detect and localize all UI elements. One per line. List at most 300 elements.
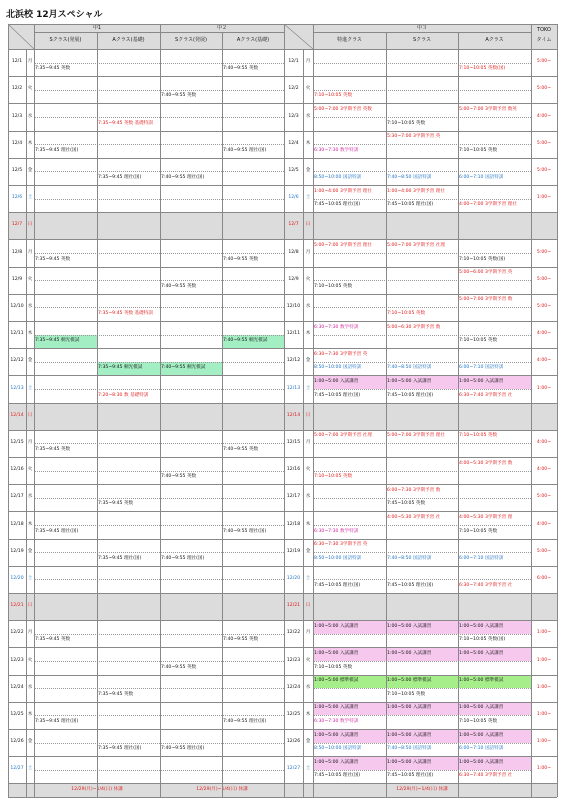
schedule-entry: 7:10~10:05 英数 xyxy=(314,474,353,480)
weekday-cell: 月 xyxy=(27,59,33,65)
date-cell-jh3: 12/2 xyxy=(288,86,299,92)
weekday-cell: 土 xyxy=(27,766,33,772)
row-divider xyxy=(313,144,531,145)
weekday-cell-jh3: 土 xyxy=(305,576,311,582)
schedule-entry: 7:45~10:05 理社(国) xyxy=(314,582,361,588)
weekday-cell-jh3: 木 xyxy=(305,140,311,146)
date-cell-jh3: 12/20 xyxy=(286,576,301,582)
date-cell: 12/21 xyxy=(10,603,24,609)
class-header: Aクラス(基礎) xyxy=(236,37,270,43)
schedule-entry: 7:45~10:05 理社(国) xyxy=(314,773,361,779)
column-line xyxy=(458,32,459,797)
row-divider xyxy=(313,389,531,390)
weekday-cell: 火 xyxy=(27,467,33,473)
weekday-cell: 月 xyxy=(27,249,33,255)
schedule-entry: 6:00~7:10 国語特訓 xyxy=(459,555,504,561)
weekday-cell: 日 xyxy=(27,222,33,228)
toko-time: 4:00~ xyxy=(536,331,552,337)
row-divider xyxy=(313,743,531,744)
schedule-entry: 7:40~9:55 理社(国) xyxy=(161,174,205,180)
toko-time: 5:00~ xyxy=(536,140,552,146)
weekday-cell-jh3: 土 xyxy=(305,385,311,391)
schedule-entry: 6:30~7:40 3学期予習 社 xyxy=(459,773,513,779)
schedule-entry: 4:00~5:30 3学期予習 数 xyxy=(459,460,513,466)
schedule-entry: 7:40~9:55 桐光模試 xyxy=(222,335,284,349)
row-divider xyxy=(313,253,531,254)
schedule-entry: 1:00~4:00 3学期予習 理社 xyxy=(314,188,372,194)
weekday-cell-jh3: 木 xyxy=(305,521,311,527)
weekday-cell: 火 xyxy=(27,86,33,92)
weekday-cell: 金 xyxy=(27,739,33,745)
schedule-entry: 7:40~8:50 国語特訓 xyxy=(387,174,432,180)
schedule-entry: 7:35~9:45 英数 xyxy=(98,691,134,697)
table-bottom-line xyxy=(8,797,557,798)
schedule-entry: 5:00~7:00 3学期予習 社理 xyxy=(387,242,445,248)
schedule-entry: 5:00~7:00 3学期予習 英数 xyxy=(314,106,372,112)
weekday-cell: 木 xyxy=(27,521,33,527)
column-line xyxy=(8,24,9,797)
row-divider xyxy=(34,743,284,744)
row-line xyxy=(8,103,557,104)
group-header-jh3: 中３ xyxy=(416,25,427,31)
date-cell: 12/9 xyxy=(11,276,23,282)
schedule-entry: 1:00~5:00 入試講習 xyxy=(313,756,386,770)
row-divider xyxy=(34,688,284,689)
weekday-cell-jh3: 火 xyxy=(305,467,311,473)
toko-time: 5:00~ xyxy=(536,168,552,174)
date-cell-jh3: 12/8 xyxy=(288,249,299,255)
schedule-entry: 1:00~5:00 入試講習 xyxy=(313,729,386,743)
schedule-entry: 8:50~10:00 国語特訓 xyxy=(314,746,362,752)
date-cell: 12/4 xyxy=(11,140,23,146)
schedule-entry: 7:10~10:05 英数 xyxy=(387,120,426,126)
schedule-entry: 7:45~10:05 理社(国) xyxy=(387,202,434,208)
schedule-entry: 5:30~7:00 3学期予習 英 xyxy=(387,134,441,140)
toko-time: 1:00~ xyxy=(536,630,552,636)
row-divider xyxy=(34,498,284,499)
row-divider xyxy=(313,579,531,580)
closure-note: 12/29(月)~1/4(日) 休講 xyxy=(313,783,531,797)
schedule-entry: 7:10~10:05 英数 xyxy=(387,310,426,316)
weekday-cell: 土 xyxy=(27,576,33,582)
row-divider xyxy=(34,552,284,553)
toko-time: 5:00~ xyxy=(536,276,552,282)
date-cell: 12/8 xyxy=(11,249,23,255)
row-line xyxy=(8,647,557,648)
schedule-entry: 7:10~10:05 英数(国) xyxy=(459,66,506,72)
header-split-line xyxy=(34,32,284,33)
weekday-cell-jh3: 木 xyxy=(305,712,311,718)
row-divider xyxy=(34,199,284,200)
date-cell-jh3: 12/23 xyxy=(286,657,301,663)
closure-note: 12/29(月)~1/4(日) 休講 xyxy=(160,783,284,797)
group-header-jh2: 中２ xyxy=(216,25,227,31)
weekday-cell-jh3: 金 xyxy=(305,739,311,745)
schedule-entry: 7:40~9:55 英数 xyxy=(223,446,259,452)
row-line xyxy=(8,185,557,186)
date-cell-jh3: 12/14 xyxy=(286,412,301,418)
schedule-entry: 1:00~5:00 入試講習 xyxy=(386,702,458,716)
schedule-entry: 7:10~10:05 英数 xyxy=(459,433,498,439)
date-cell-jh3: 12/21 xyxy=(286,603,301,609)
date-cell-jh3: 12/4 xyxy=(288,140,299,146)
toko-time: 1:00~ xyxy=(536,766,552,772)
row-divider xyxy=(34,634,284,635)
row-divider xyxy=(34,90,284,91)
toko-time: 5:00~ xyxy=(536,59,552,65)
column-line xyxy=(313,24,314,797)
schedule-entry: 7:35~9:45 理社(国) xyxy=(98,555,142,561)
schedule-entry: 7:35~9:45 理社(国) xyxy=(35,528,79,534)
row-line xyxy=(8,158,557,159)
schedule-entry: 7:35~9:45 英数 xyxy=(35,66,71,72)
weekday-cell-jh3: 土 xyxy=(305,766,311,772)
row-divider xyxy=(313,443,531,444)
schedule-entry: 7:10~10:05 英数 xyxy=(387,691,426,697)
row-line xyxy=(8,539,557,540)
row-line xyxy=(8,620,557,621)
row-divider xyxy=(313,498,531,499)
schedule-entry: 1:00~5:00 入試講習 xyxy=(386,620,458,634)
row-line xyxy=(8,484,557,485)
toko-header-sub: タイム xyxy=(536,37,552,43)
schedule-entry: 6:30~7:30 3学期予習 英 xyxy=(314,542,368,548)
schedule-entry: 5:00~7:00 3学期予習 社理 xyxy=(314,433,372,439)
schedule-entry: 6:00~7:10 国語特訓 xyxy=(459,746,504,752)
weekday-cell: 水 xyxy=(27,684,33,690)
schedule-entry: 6:30~7:30 数学特訓 xyxy=(314,324,359,330)
row-line xyxy=(8,756,557,757)
row-divider xyxy=(313,117,531,118)
corner-diagonal xyxy=(284,24,313,49)
schedule-entry: 7:10~10:05 英数 xyxy=(314,664,353,670)
toko-time: 4:00~ xyxy=(536,440,552,446)
date-cell-jh3: 12/13 xyxy=(286,385,301,391)
weekday-cell: 金 xyxy=(27,168,33,174)
date-cell: 12/27 xyxy=(10,766,24,772)
column-line xyxy=(303,49,304,797)
schedule-entry: 7:35~9:45 桐光模試 xyxy=(34,335,97,349)
date-cell: 12/10 xyxy=(10,304,24,310)
schedule-entry: 7:40~9:55 英数 xyxy=(161,474,197,480)
row-line xyxy=(8,430,557,431)
schedule-entry: 7:35~9:45 英数 xyxy=(35,256,71,262)
date-cell: 12/2 xyxy=(11,86,23,92)
date-cell-jh3: 12/27 xyxy=(286,766,301,772)
schedule-entry: 7:35~9:45 英数 xyxy=(35,446,71,452)
schedule-entry: 7:40~9:55 英数 xyxy=(223,637,259,643)
schedule-entry: 6:30~7:30 数学特訓 xyxy=(314,147,359,153)
schedule-entry: 1:00~5:00 入試講習 xyxy=(458,729,531,743)
row-line xyxy=(8,348,557,349)
toko-time: 1:00~ xyxy=(536,385,552,391)
toko-time: 5:00~ xyxy=(536,494,552,500)
weekday-cell: 木 xyxy=(27,331,33,337)
weekday-cell-jh3: 金 xyxy=(305,548,311,554)
date-cell: 12/5 xyxy=(11,168,23,174)
weekday-cell: 木 xyxy=(27,712,33,718)
schedule-entry: 5:00~6:30 3学期予習 数 xyxy=(387,324,441,330)
date-cell: 12/23 xyxy=(10,657,24,663)
date-cell: 12/3 xyxy=(11,113,23,119)
schedule-entry: 5:00~7:00 3学期予習 数 xyxy=(459,297,513,303)
class-header: Aクラス xyxy=(485,37,504,43)
schedule-entry: 7:35~9:45 英数 基礎特訓 xyxy=(98,310,153,316)
column-line xyxy=(160,24,161,797)
toko-time: 4:00~ xyxy=(536,521,552,527)
date-cell-jh3: 12/3 xyxy=(288,113,299,119)
row-line xyxy=(8,131,557,132)
schedule-entry: 1:00~5:00 入試講習 xyxy=(313,647,386,661)
row-line xyxy=(8,675,557,676)
schedule-entry: 7:10~10:05 英数(国) xyxy=(459,256,506,262)
date-cell-jh3: 12/25 xyxy=(286,712,301,718)
row-line xyxy=(8,593,557,594)
weekday-cell: 火 xyxy=(27,276,33,282)
date-cell-jh3: 12/6 xyxy=(288,195,299,201)
row-divider xyxy=(34,253,284,254)
row-divider xyxy=(34,63,284,64)
toko-time: 5:00~ xyxy=(536,86,552,92)
schedule-entry: 7:40~9:55 理社(国) xyxy=(223,147,267,153)
class-header: Sクラス(発展) xyxy=(49,37,82,43)
weekday-cell-jh3: 日 xyxy=(305,412,311,418)
row-divider xyxy=(34,770,284,771)
toko-time: 1:00~ xyxy=(536,195,552,201)
row-divider xyxy=(34,307,284,308)
row-divider xyxy=(34,171,284,172)
schedule-entry: 1:00~5:00 入試講習 xyxy=(386,729,458,743)
schedule-entry: 1:00~4:00 3学期予習 理社 xyxy=(387,188,445,194)
schedule-entry: 6:30~7:40 3学期予習 社 xyxy=(459,582,513,588)
date-cell: 12/7 xyxy=(11,222,23,228)
schedule-entry: 7:40~8:50 国語特訓 xyxy=(387,365,432,371)
weekday-cell-jh3: 日 xyxy=(305,603,311,609)
schedule-entry: 7:35~9:45 英数 xyxy=(35,637,71,643)
row-divider xyxy=(34,443,284,444)
schedule-entry: 1:00~5:00 入試講習 xyxy=(313,702,386,716)
toko-time: 1:00~ xyxy=(536,739,552,745)
page-title: 北浜校 12月スペシャル xyxy=(6,10,103,20)
header-split-line xyxy=(313,32,531,33)
weekday-cell: 水 xyxy=(27,494,33,500)
row-divider xyxy=(34,335,284,336)
schedule-entry: 7:45~10:05 理社(国) xyxy=(314,202,361,208)
date-cell: 12/18 xyxy=(10,521,24,527)
column-line xyxy=(531,24,532,797)
schedule-entry: 6:00~7:10 国語特訓 xyxy=(459,365,504,371)
date-cell-jh3: 12/9 xyxy=(288,276,299,282)
toko-time: 5:00~ xyxy=(536,304,552,310)
schedule-entry: 7:40~8:50 国語特訓 xyxy=(387,555,432,561)
date-cell-jh3: 12/16 xyxy=(286,467,301,473)
class-header: Sクラス(発展) xyxy=(175,37,207,43)
weekday-cell: 日 xyxy=(27,603,33,609)
toko-time: 4:00~ xyxy=(536,113,552,119)
schedule-entry: 8:50~10:00 国語特訓 xyxy=(314,174,362,180)
toko-time: 5:00~ xyxy=(536,249,552,255)
date-cell-jh3: 12/22 xyxy=(286,630,301,636)
row-divider xyxy=(313,471,531,472)
schedule-entry: 4:00~7:00 3学期予習 理社 xyxy=(459,202,517,208)
schedule-entry: 6:30~7:40 3学期予習 社 xyxy=(459,392,513,398)
schedule-entry: 1:00~5:00 入試講習 xyxy=(458,620,531,634)
schedule-entry: 1:00~5:00 入試講習 xyxy=(458,647,531,661)
weekday-cell-jh3: 火 xyxy=(305,276,311,282)
weekday-cell: 水 xyxy=(27,304,33,310)
weekday-cell: 土 xyxy=(27,195,33,201)
schedule-entry: 1:00~5:00 入試講習 xyxy=(386,647,458,661)
weekday-cell-jh3: 水 xyxy=(305,684,311,690)
weekday-cell-jh3: 水 xyxy=(305,113,311,119)
schedule-entry: 8:50~10:00 国語特訓 xyxy=(314,365,362,371)
date-cell: 12/11 xyxy=(10,331,24,337)
weekday-cell-jh3: 木 xyxy=(305,331,311,337)
row-line xyxy=(8,212,557,213)
weekday-cell: 水 xyxy=(27,113,33,119)
weekday-cell-jh3: 火 xyxy=(305,657,311,663)
column-line xyxy=(386,32,387,797)
column-line xyxy=(222,32,223,797)
date-cell-jh3: 12/17 xyxy=(286,494,301,500)
date-cell: 12/24 xyxy=(10,684,24,690)
schedule-entry: 6:30~7:30 数学特訓 xyxy=(314,528,359,534)
date-cell: 12/22 xyxy=(10,630,24,636)
row-divider xyxy=(34,280,284,281)
date-cell-jh3: 12/24 xyxy=(286,684,301,690)
schedule-entry: 7:45~10:05 理社(国) xyxy=(387,582,434,588)
date-cell: 12/1 xyxy=(11,59,23,65)
row-divider xyxy=(313,63,531,64)
column-line xyxy=(34,24,35,797)
schedule-entry: 5:00~7:00 3学期予習 理社 xyxy=(314,242,372,248)
weekday-cell-jh3: 水 xyxy=(305,494,311,500)
schedule-entry: 7:35~9:45 桐光模試 xyxy=(97,362,160,376)
schedule-entry: 7:40~9:55 英数 xyxy=(223,256,259,262)
date-cell: 12/12 xyxy=(10,358,24,364)
date-cell-jh3: 12/7 xyxy=(288,222,299,228)
toko-time: 1:00~ xyxy=(536,712,552,718)
row-line xyxy=(8,321,557,322)
weekday-cell: 月 xyxy=(27,630,33,636)
row-line xyxy=(8,375,557,376)
schedule-entry: 7:10~10:05 英数 xyxy=(459,718,498,724)
weekday-cell-jh3: 金 xyxy=(305,358,311,364)
schedule-entry: 6:30~7:30 3学期予習 英 xyxy=(314,351,368,357)
weekday-cell: 木 xyxy=(27,140,33,146)
column-line xyxy=(97,32,98,797)
schedule-entry: 1:00~5:00 入試講習 xyxy=(386,375,458,389)
schedule-entry: 7:10~10:05 英数 xyxy=(314,93,353,99)
schedule-entry: 7:45~10:05 理社(国) xyxy=(387,392,434,398)
row-line xyxy=(8,294,557,295)
row-divider xyxy=(313,362,531,363)
weekday-cell: 土 xyxy=(27,385,33,391)
row-line xyxy=(8,267,557,268)
row-divider xyxy=(313,335,531,336)
toko-time: 6:00~ xyxy=(536,576,552,582)
weekday-cell-jh3: 月 xyxy=(305,630,311,636)
schedule-entry: 1:00~5:00 入試講習 xyxy=(458,375,531,389)
date-cell: 12/13 xyxy=(10,385,24,391)
date-cell: 12/26 xyxy=(10,739,24,745)
toko-header: TOKO xyxy=(537,27,551,33)
date-cell: 12/19 xyxy=(10,548,24,554)
schedule-entry: 7:40~9:55 英数 xyxy=(161,664,197,670)
date-cell: 12/14 xyxy=(10,412,24,418)
schedule-entry: 8:50~10:00 国語特訓 xyxy=(314,555,362,561)
row-divider xyxy=(313,770,531,771)
corner-diagonal xyxy=(8,24,34,49)
schedule-entry: 7:10~10:05 英数 xyxy=(314,283,353,289)
schedule-entry: 5:00~7:00 3学期予習 数英 xyxy=(459,106,517,112)
class-header: Aクラス(基礎) xyxy=(112,37,145,43)
schedule-entry: 7:10~10:05 英数(国) xyxy=(459,637,506,643)
schedule-entry: 7:45~10:05 理社(国) xyxy=(314,392,361,398)
class-header: 特進クラス xyxy=(337,37,362,43)
schedule-entry: 7:35~9:45 理社(国) xyxy=(98,174,142,180)
schedule-entry: 7:35~9:45 理社(国) xyxy=(35,147,79,153)
row-line xyxy=(8,702,557,703)
schedule-entry: 6:30~7:30 数学特訓 xyxy=(314,718,359,724)
toko-time: 5:00~ xyxy=(536,548,552,554)
date-cell: 12/15 xyxy=(10,440,24,446)
row-divider xyxy=(34,471,284,472)
row-divider xyxy=(313,525,531,526)
schedule-entry: 7:35~9:45 英数 基礎特訓 xyxy=(98,120,153,126)
row-divider xyxy=(313,715,531,716)
schedule-entry: 7:45~10:05 英数 xyxy=(387,501,426,507)
row-divider xyxy=(34,362,284,363)
schedule-entry: 7:40~8:50 国語特訓 xyxy=(387,746,432,752)
row-line xyxy=(8,566,557,567)
schedule-entry: 7:35~9:45 英数 xyxy=(98,501,134,507)
weekday-cell: 火 xyxy=(27,657,33,663)
column-line xyxy=(284,24,285,797)
weekday-cell: 金 xyxy=(27,548,33,554)
row-divider xyxy=(34,389,284,390)
row-divider xyxy=(34,579,284,580)
row-line xyxy=(8,511,557,512)
weekday-cell-jh3: 月 xyxy=(305,440,311,446)
column-line xyxy=(26,49,27,797)
schedule-entry: 6:00~7:10 国語特訓 xyxy=(459,174,504,180)
column-line xyxy=(557,24,558,797)
date-cell: 12/20 xyxy=(10,576,24,582)
row-divider xyxy=(313,634,531,635)
schedule-entry: 7:20~8:30 数 基礎特訓 xyxy=(98,392,149,398)
schedule-entry: 7:40~9:55 理社(国) xyxy=(161,746,205,752)
date-cell-jh3: 12/19 xyxy=(286,548,301,554)
schedule-entry: 1:00~5:00 標準模試 xyxy=(458,675,531,689)
row-divider xyxy=(313,171,531,172)
weekday-cell-jh3: 月 xyxy=(305,59,311,65)
schedule-entry: 7:45~10:05 理社(国) xyxy=(387,773,434,779)
schedule-entry: 7:40~9:55 英数 xyxy=(161,283,197,289)
class-header: Sクラス xyxy=(412,37,432,43)
toko-time: 4:00~ xyxy=(536,358,552,364)
schedule-entry: 7:40~9:55 英数 xyxy=(161,93,197,99)
row-divider xyxy=(313,661,531,662)
schedule-entry: 1:00~5:00 入試講習 xyxy=(458,702,531,716)
schedule-entry: 7:10~10:05 英数 xyxy=(459,147,498,153)
table-top-line xyxy=(8,24,557,25)
toko-time: 1:00~ xyxy=(536,684,552,690)
row-line xyxy=(8,239,557,240)
schedule-entry: 1:00~5:00 入試講習 xyxy=(313,375,386,389)
row-line xyxy=(8,49,557,50)
group-header-jh1: 中1 xyxy=(92,25,102,31)
